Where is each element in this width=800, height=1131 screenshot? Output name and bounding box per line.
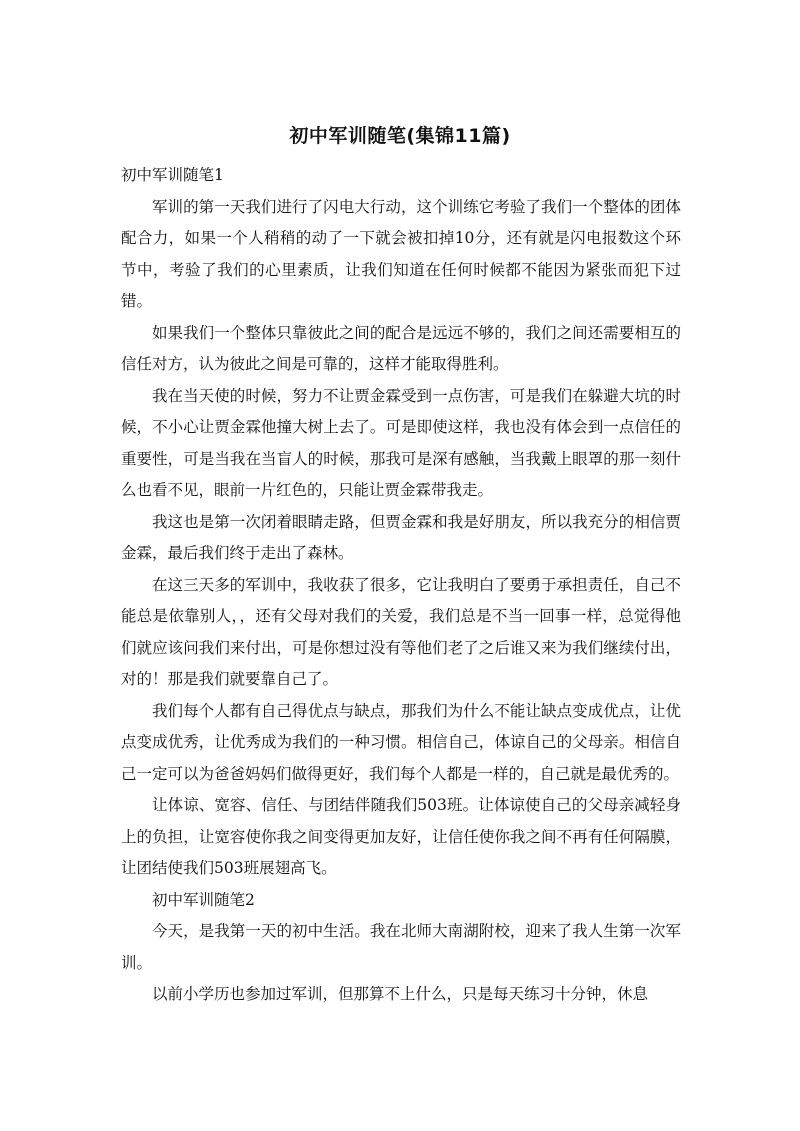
paragraph: 今天，是我第一天的初中生活。我在北师大南湖附校，迎来了我人生第一次军训。	[121, 922, 681, 972]
paragraph: 以前小学历也参加过军训，但那算不上什么，只是每天练习十分钟，休息	[152, 985, 649, 1003]
paragraph: 让体谅、宽容、信任、与团结伴随我们503班。让体谅使自己的父母亲减轻身上的负担，让宽容使你我之间变得更加友好，让信任使你我之间不再有任何隔膜，让团结使我们503班展翅高飞。	[121, 796, 681, 877]
paragraph: 我在当天使的时候，努力不让贾金霖受到一点伤害，可是我们在躲避大坑的时候，不小心让贾金霖他撞大树上去了。可是即使这样，我也没有体会到一点信任的重要性，可是当我在当盲人的时候，那我可是深有感触，当我戴上眼罩的那一刻什么也看不见，眼前一片红色的，只能让贾金霖带我走。	[121, 386, 681, 499]
document-title: 初中军训随笔(集锦11篇)	[289, 125, 511, 147]
section-heading-1: 初中军训随笔1	[121, 166, 224, 184]
paragraph: 军训的第一天我们进行了闪电大行动，这个训练它考验了我们一个整体的团体配合力，如果一个人稍稍的动了一下就会被扣掉10分，还有就是闪电报数这个环节中，考验了我们的心里素质，让我们知道在任何时候都不能因为紧张而犯下过错。	[121, 197, 681, 310]
document-body	[121, 160, 681, 1011]
paragraph: 在这三天多的军训中，我收获了很多，它让我明白了要勇于承担责任，自己不能总是依靠别人，，还有父母对我们的关爱，我们总是不当一回事一样，总觉得他们就应该问我们来付出，可是你想过没有等他们老了之后谁又来为我们继续付出，对的！那是我们就要靠自己了。	[121, 575, 681, 688]
section-heading-2: 初中军训随笔2	[152, 890, 255, 909]
paragraph: 我们每个人都有自己得优点与缺点，那我们为什么不能让缺点变成优点，让优点变成优秀，让优秀成为我们的一种习惯。相信自己，体谅自己的父母亲。相信自己一定可以为爸爸妈妈们做得更好，我们每个人都是一样的，自己就是最优秀的。	[121, 701, 681, 783]
paragraph: 如果我们一个整体只靠彼此之间的配合是远远不够的，我们之间还需要相互的信任对方，认为彼此之间是可靠的，这样才能取得胜利。	[121, 323, 681, 373]
paragraph: 我这也是第一次闭着眼睛走路，但贾金霖和我是好朋友，所以我充分的相信贾金霖，最后我们终于走出了森林。	[121, 512, 681, 562]
